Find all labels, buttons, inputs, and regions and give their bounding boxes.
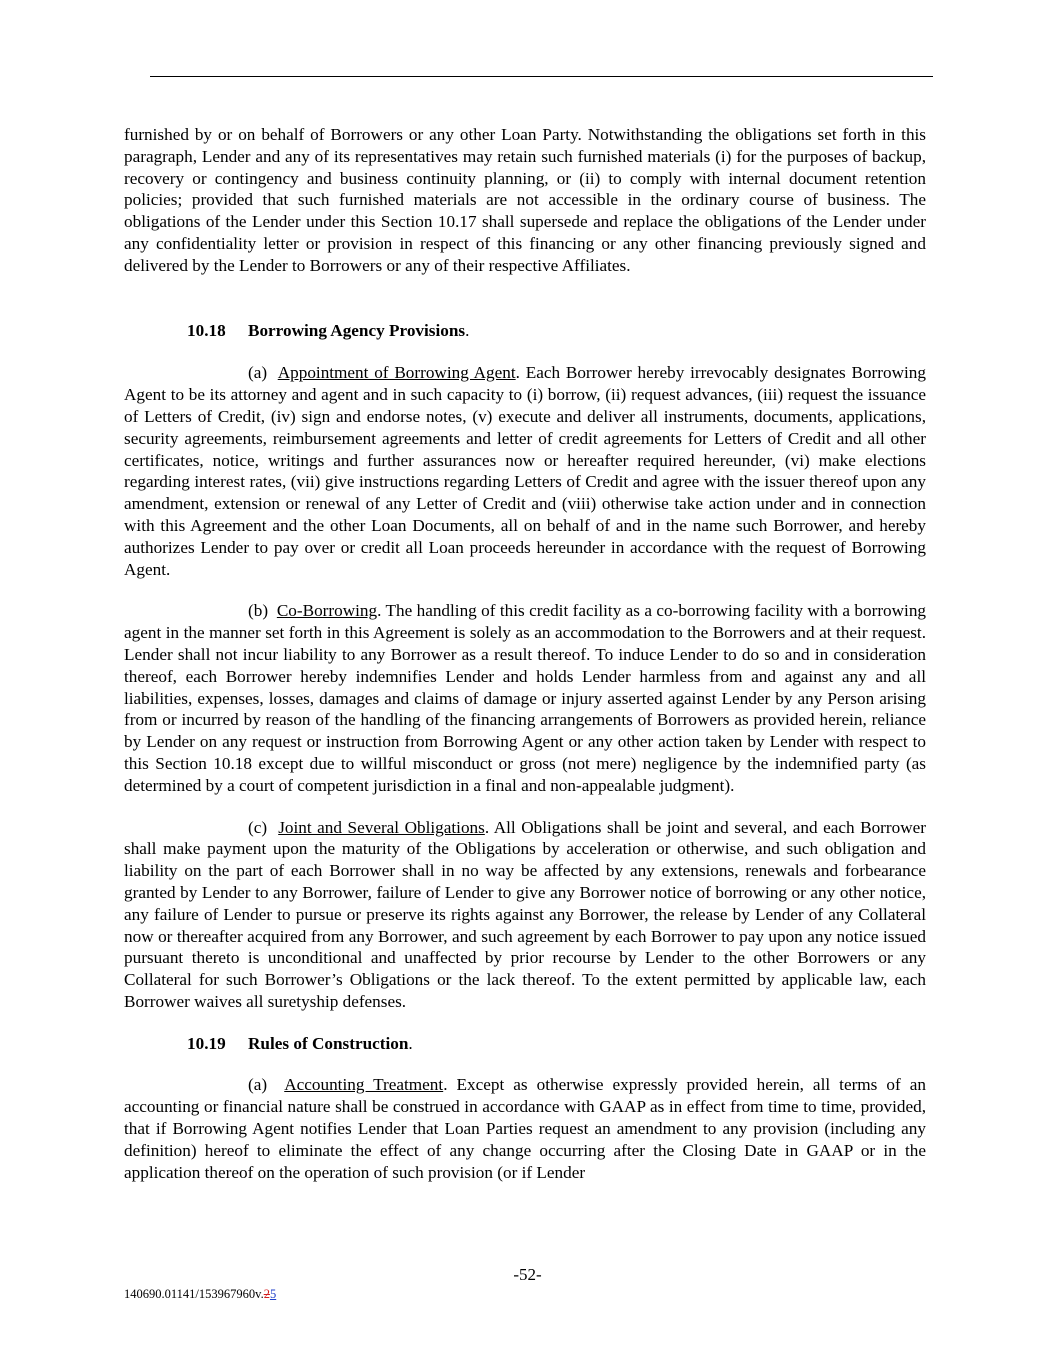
paragraph-marker: (a) (248, 363, 268, 383)
paragraph-10-18-a (124, 362, 926, 580)
paragraph-10-18-b (124, 600, 926, 796)
paragraph-text: . The handling of this credit facility as a co-borrowing facility with a borrowing agent in the manner set forth in this Agreement is solely as an accommodation to the Borrowers and at their request. Lender shall not incur liability to any Borrower as a result thereof. To induce Lender to do so and in consideration thereof, each Borrower hereby indemnifies Lender and holds Lender harmless from and against any and all liabilities, expenses, losses, damages and claims of damage or injury asserted against Lender by any Person arising from or incurred by reason of the handling of the financing arrangements of Borrowers as provided herein, reliance by Lender on any request or instruction from Borrowing Agent or any other action taken by Lender with respect to this Section 10.18 except due to willful misconduct or gross (not mere) negligence by the indemnified party (as determined by a court of competent jurisdiction in a final and non-appealable judgment). (124, 601, 927, 795)
paragraph-caption: Accounting Treatment (284, 1075, 444, 1095)
paragraph-caption: Co-Borrowing (276, 601, 378, 621)
paragraph-10-18-c (124, 817, 926, 1013)
header-rule (150, 76, 933, 77)
paragraph-caption: Joint and Several Obligations (278, 817, 485, 837)
paragraph-text: . All Obligations shall be joint and several, and each Borrower shall make payment upon the maturity of the Obligations by acceleration or otherwise, and such obligation and liability on the part of each Borrower shall in no way be affected by any extensions, renewals and forbearance granted by Lender to any Borrower, failure of Lender to give any Borrower notice of borrowing or any other notice, any failure of Lender to pursue or preserve its rights against any Borrower, the release by Lender of any Collateral now or thereafter acquired from any Borrower, and such agreement by each Borrower to pay upon any notice issued pursuant thereto is unconditional and unaffected by prior recourse by Lender to the other Borrowers or any Collateral for such Borrower’s Obligations or the lack thereof. To the extent permitted by applicable law, each Borrower waives all suretyship defenses. (124, 817, 926, 1011)
section-title: Rules of Construction (248, 1033, 409, 1053)
section-heading-10-19: 10.19 Rules of Construction. (187, 1033, 413, 1053)
doc-id-prefix: 140690.01141/153967960v. (124, 1287, 264, 1301)
paragraph-marker: (b) (248, 601, 269, 621)
paragraph-text: . Each Borrower hereby irrevocably designates Borrowing Agent to be its attorney and agent and in such capacity to (i) borrow, (ii) request advances, (iii) request the issuance of Letters of Credit, (iv) sign and endorse notes, (v) execute and deliver all instruments, documents, applications, security agreements, reimbursement agreements and letter of credit agreements for Letters of Credit and all other certificates, notice, writings and further assurances now or hereafter required hereunder, (vi) make elections regarding interest rates, (vii) give instructions regarding Letters of Credit and agree with the issuer thereof upon any amendment, extension or renewal of any Letter of Credit and (viii) otherwise take action under and in connection with this Agreement and the other Loan Documents, all on behalf of and in the name such Borrower, and hereby authorizes Lender to pay over or credit all Loan proceeds hereunder in accordance with the request of Borrowing Agent. (124, 363, 926, 579)
section-title: Borrowing Agency Provisions (248, 320, 466, 340)
paragraph-marker: (c) (248, 817, 268, 837)
document-body (124, 124, 926, 1183)
page-number: -52- (513, 1265, 542, 1284)
doc-id-inserted-version: 5 (269, 1287, 277, 1301)
section-number: 10.18 (187, 320, 226, 340)
doc-id-deleted-version: 2 (263, 1287, 270, 1301)
section-heading-10-18: 10.18 Borrowing Agency Provisions. (187, 320, 470, 340)
section-number: 10.19 (187, 1033, 226, 1053)
paragraph-marker: (a) (248, 1075, 268, 1095)
paragraph-10-19-a (124, 1074, 926, 1183)
document-id (124, 1287, 276, 1302)
continuation-paragraph: furnished by or on behalf of Borrowers or any other Loan Party. Notwithstanding the obligations set forth in this paragraph, Lender and any of its representatives may retain such furnished materials (i) for the purposes of backup, recovery or contingency and business continuity planning, or (ii) to comply with internal document retention policies; provided that such furnished materials are not accessible in the ordinary course of business. The obligations of the Lender under this Section 10.17 shall supersede and replace the obligations of the Lender under any confidentiality letter or provision in respect of this financing or any other financing previously signed and delivered by the Lender to Borrowers or any of their respective Affiliates. (124, 125, 926, 275)
paragraph-text: . Except as otherwise expressly provided herein, all terms of an accounting or financial nature shall be construed in accordance with GAAP as in effect from time to time, provided, that if Borrowing Agent notifies Lender that Loan Parties request an amendment to any provision (including any definition) hereof to eliminate the effect of any change occurring after the Closing Date in GAAP or in the application thereof on the operation of such provision (or if Lender (124, 1075, 926, 1182)
paragraph-caption: Appointment of Borrowing Agent (277, 363, 516, 383)
